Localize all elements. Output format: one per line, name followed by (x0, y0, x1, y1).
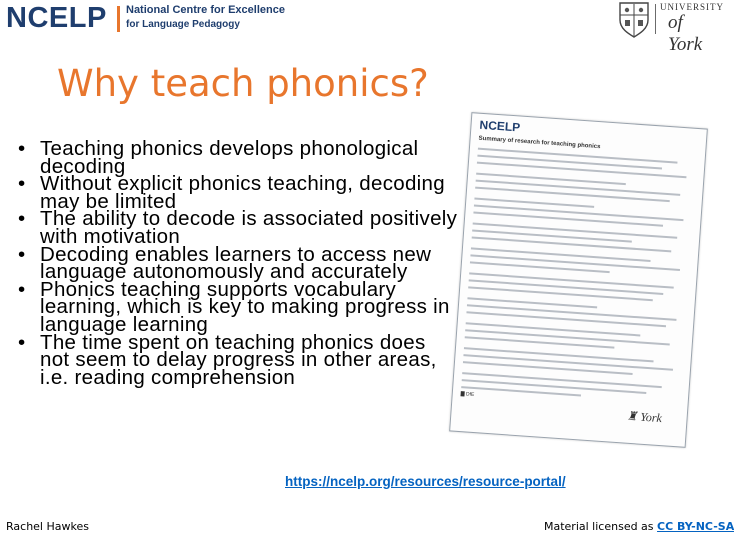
york-divider (655, 4, 656, 34)
thumbnail-york-logo-icon: ♜ York (626, 408, 663, 426)
org-name-line2: for Language Pedagogy (126, 19, 240, 30)
york-crest-icon (617, 0, 651, 38)
bullet-item: • Teaching phonics develops phonological decoding (18, 137, 419, 178)
author-name: Rachel Hawkes (6, 520, 89, 533)
bullet-item: • Decoding enables learners to access new language autonomously and accurately (18, 242, 432, 284)
thumbnail-text-line (466, 322, 641, 336)
license-notice (544, 520, 734, 533)
bullet-item: • The ability to decode is associated positively with motivation (18, 207, 458, 248)
logo-divider (117, 6, 120, 32)
bullet-item: • The time spent on teaching phonics does not seem to delay progress in other areas, i.e. reading comprehension (18, 330, 437, 389)
research-summary-thumbnail[interactable] (449, 112, 708, 448)
thumbnail-heading: Summary of research for teaching phonics (478, 135, 601, 151)
ncelp-logo: NCELP (6, 2, 107, 34)
license-prefix: Material licensed as (544, 520, 658, 533)
org-name-line1: National Centre for Excellence (126, 4, 285, 16)
bullet-list (18, 137, 458, 389)
thumbnail-logo: NCELP (479, 117, 521, 135)
bullet-item: • Without explicit phonics teaching, decoding may be limited (18, 172, 445, 213)
university-name: of York (668, 12, 703, 55)
university-label: UNIVERSITY (660, 2, 724, 12)
slide-title: Why teach phonics? (57, 62, 429, 105)
resource-portal-link[interactable]: https://ncelp.org/resources/resource-portal/ (285, 474, 566, 489)
bullet-item: • Phonics teaching supports vocabulary learning, which is key to making progress in language learning (18, 277, 450, 336)
license-link[interactable]: CC BY-NC-SA (657, 520, 734, 533)
department-for-education-icon: ▇ DfE (460, 391, 475, 399)
